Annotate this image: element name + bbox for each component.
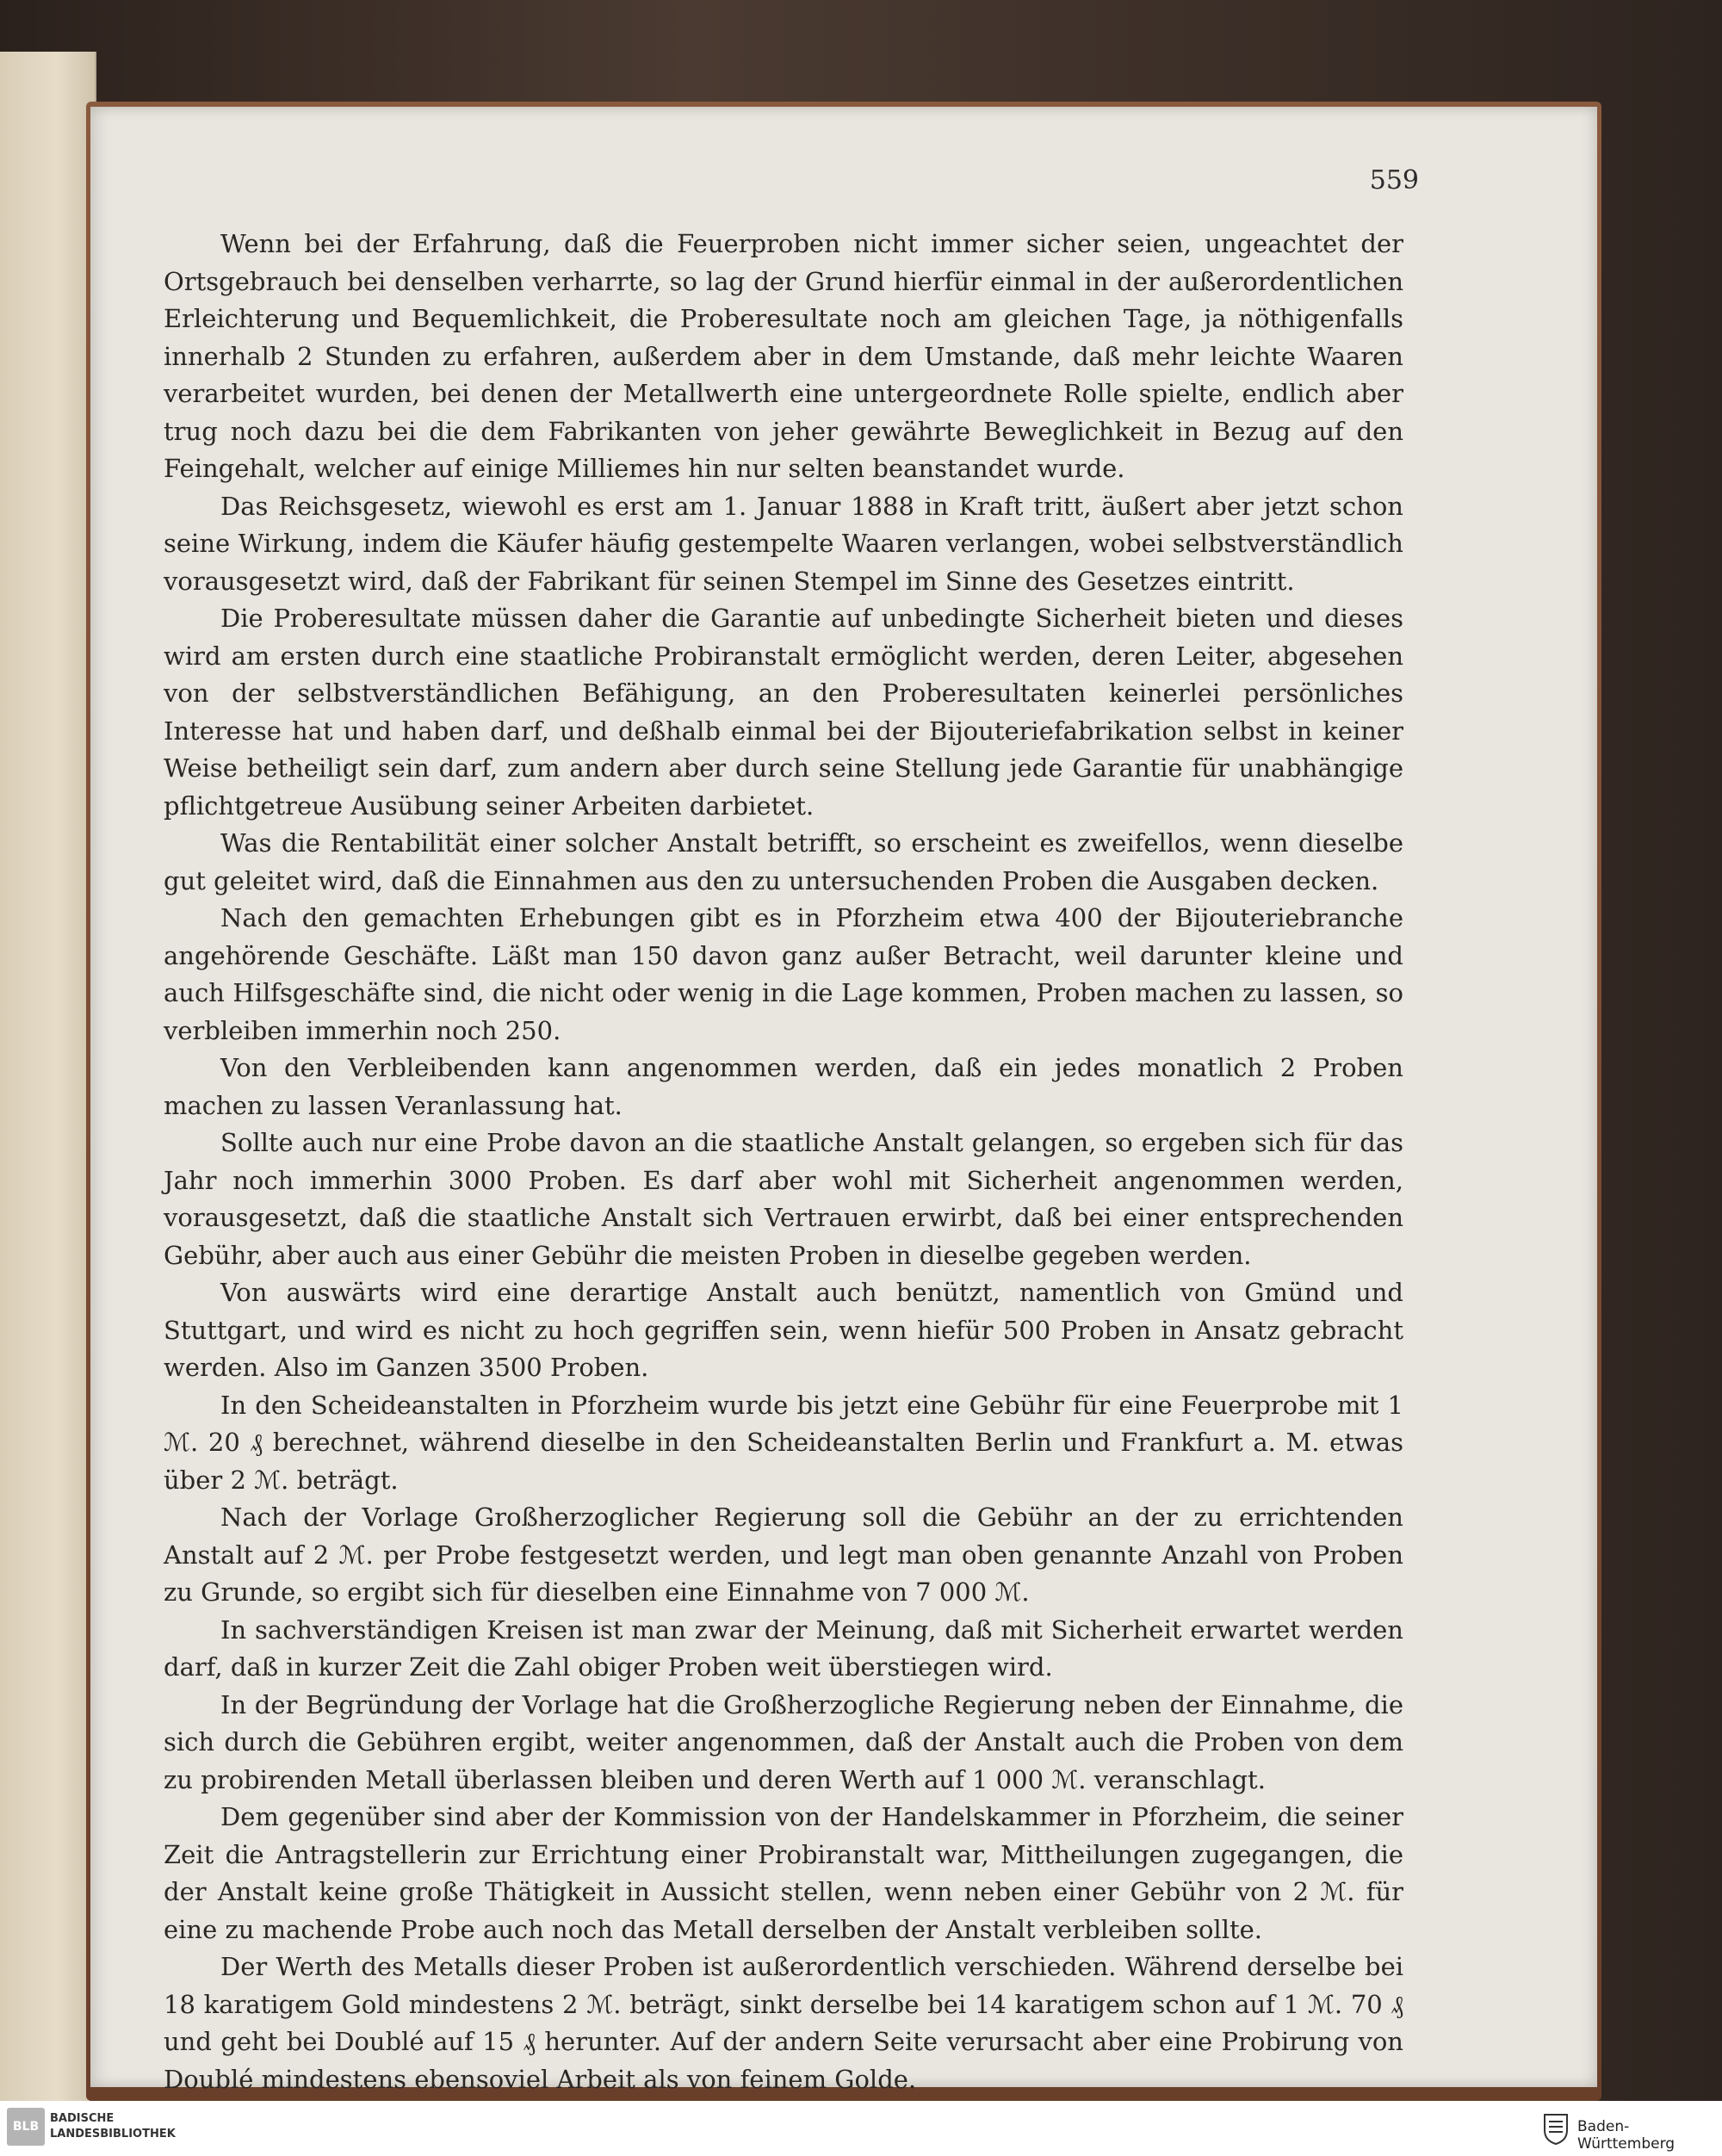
- paragraph: Was die Rentabilität einer solcher Anstalt betrifft, so erscheint es zweifellos, wenn dieselbe gut geleitet wird, daß die Einnahmen aus den zu untersuchenden Proben die Ausgaben decken.: [164, 828, 1403, 895]
- paragraph: Die Proberesultate müssen daher die Garantie auf unbedingte Sicherheit bieten und dieses wird am ersten durch eine staatliche Probiranstalt ermöglicht werden, deren Leiter, abgesehen von der selbstverständlichen Befähigung, an den Proberesultaten keinerlei persönliches Interesse hat und haben darf, und deßhalb einmal bei der Bijouteriefabrikation selbst in keiner Weise betheiligt sein darf, zum andern aber durch seine Stellung jede Garantie für unabhängige pflichtgetreue Ausübung seiner Arbeiten darbietet.: [164, 604, 1403, 821]
- paragraph: Von den Verbleibenden kann angenommen werden, daß ein jedes monatlich 2 Proben machen zu lassen Veranlassung hat.: [164, 1053, 1403, 1120]
- paragraph: Von auswärts wird eine derartige Anstalt auch benützt, namentlich von Gmünd und Stuttgart, und wird es nicht zu hoch gegriffen sein, wenn hiefür 500 Proben in Ansatz gebracht werden. Also im Ganzen 3500 Proben.: [164, 1278, 1403, 1382]
- paragraph: Wenn bei der Erfahrung, daß die Feuerproben nicht immer sicher seien, ungeachtet der Ortsgebrauch bei denselben verharrte, so lag der Grund hierfür einmal in der außerordentlichen Erleichterung und Bequemlichkeit, die Proberesultate noch am gleichen Tage, ja nöthigenfalls innerhalb 2 Stunden zu erfahren, außerdem aber in dem Umstande, daß mehr leichte Waaren verarbeitet wurden, bei denen der Metallwerth eine untergeordnete Rolle spielte, endlich aber trug noch dazu bei die dem Fabrikanten von jeher gewährte Beweglichkeit in Bezug auf den Feingehalt, welcher auf einige Milliemes hin nur selten beanstandet wurde.: [164, 229, 1403, 483]
- paragraph: Dem gegenüber sind aber der Kommission von der Handelskammer in Pforzheim, die seiner Zeit die Antragstellerin zur Errichtung einer Probiranstalt war, Mittheilungen zugegangen, die der Anstalt keine große Thätigkeit in Aussicht stellen, wenn neben einer Gebühr von 2 ℳ. für eine zu machende Probe auch noch das Metall derselben der Anstalt verbleiben sollte.: [164, 1802, 1403, 1944]
- paragraph: In den Scheideanstalten in Pforzheim wurde bis jetzt eine Gebühr für eine Feuerprobe mit 1 ℳ. 20 ₰ berechnet, während dieselbe in den Scheideanstalten Berlin und Frankfurt a. M. etwas über 2 ℳ. beträgt.: [164, 1390, 1403, 1495]
- paragraph: Nach der Vorlage Großherzoglicher Regierung soll die Gebühr an der zu errichtenden Anstalt auf 2 ℳ. per Probe festgesetzt werden, und legt man oben genannte Anzahl von Proben zu Grunde, so ergibt sich für dieselben eine Einnahme von 7 000 ℳ.: [164, 1502, 1403, 1607]
- paragraph: Das Reichsgesetz, wiewohl es erst am 1. Januar 1888 in Kraft tritt, äußert aber jetzt schon seine Wirkung, indem die Käufer häufig gestempelte Waaren verlangen, wobei selbstverständlich vorausgesetzt wird, daß der Fabrikant für seinen Stempel im Sinne des Gesetzes eintritt.: [164, 491, 1403, 596]
- library-name-line2: LANDESBIBLIOTHEK: [50, 2128, 176, 2141]
- paragraph: Der Werth des Metalls dieser Proben ist außerordentlich verschieden. Während derselbe bei 18 karatigem Gold mindestens 2 ℳ. beträgt, sinkt derselbe bei 14 karatigem schon auf 1 ℳ. 70 ₰ und geht bei Doublé auf 15 ₰ herunter. Auf der andern Seite verursacht aber eine Probirung von Doublé mindestens ebensoviel Arbeit als von feinem Golde.: [164, 1952, 1403, 2094]
- body-text: [164, 226, 1403, 2098]
- library-footer: [0, 2101, 1722, 2156]
- page-number: 559: [1369, 165, 1419, 195]
- paragraph: In sachverständigen Kreisen ist man zwar der Meinung, daß mit Sicherheit erwartet werden darf, daß in kurzer Zeit die Zahl obiger Proben weit überstiegen wird.: [164, 1614, 1403, 1682]
- paragraph: Sollte auch nur eine Probe davon an die staatliche Anstalt gelangen, so ergeben sich für das Jahr noch immerhin 3000 Proben. Es darf aber wohl mit Sicherheit angenommen werden, vorausgesetzt, daß die staatliche Anstalt sich Vertrauen erwirbt, daß bei einer entsprechenden Gebühr, aber auch aus einer Gebühr die meisten Proben in dieselbe gegeben werden.: [164, 1128, 1403, 1270]
- paragraph: Nach den gemachten Erhebungen gibt es in Pforzheim etwa 400 der Bijouteriebranche angehörende Geschäfte. Läßt man 150 davon ganz außer Betracht, weil darunter kleine und auch Hilfsgeschäfte sind, die nicht oder wenig in die Lage kommen, Proben machen zu lassen, so verbleiben immerhin noch 250.: [164, 903, 1403, 1045]
- baden-wuerttemberg-crest-icon[interactable]: [1541, 2111, 1570, 2146]
- previous-page-edge: [0, 52, 96, 2118]
- paragraph: In der Begründung der Vorlage hat die Großherzogliche Regierung neben der Einnahme, die sich durch die Gebühren ergibt, weiter angenommen, daß der Anstalt auch die Proben von dem zu probirenden Metall überlassen bleiben und deren Werth auf 1 000 ℳ. veranschlagt.: [164, 1689, 1403, 1794]
- state-name: Baden-Württemberg: [1577, 2118, 1676, 2153]
- library-name: [50, 2111, 176, 2142]
- library-name-line1: BADISCHE: [50, 2112, 115, 2125]
- blb-logo-icon[interactable]: BLB: [7, 2108, 45, 2146]
